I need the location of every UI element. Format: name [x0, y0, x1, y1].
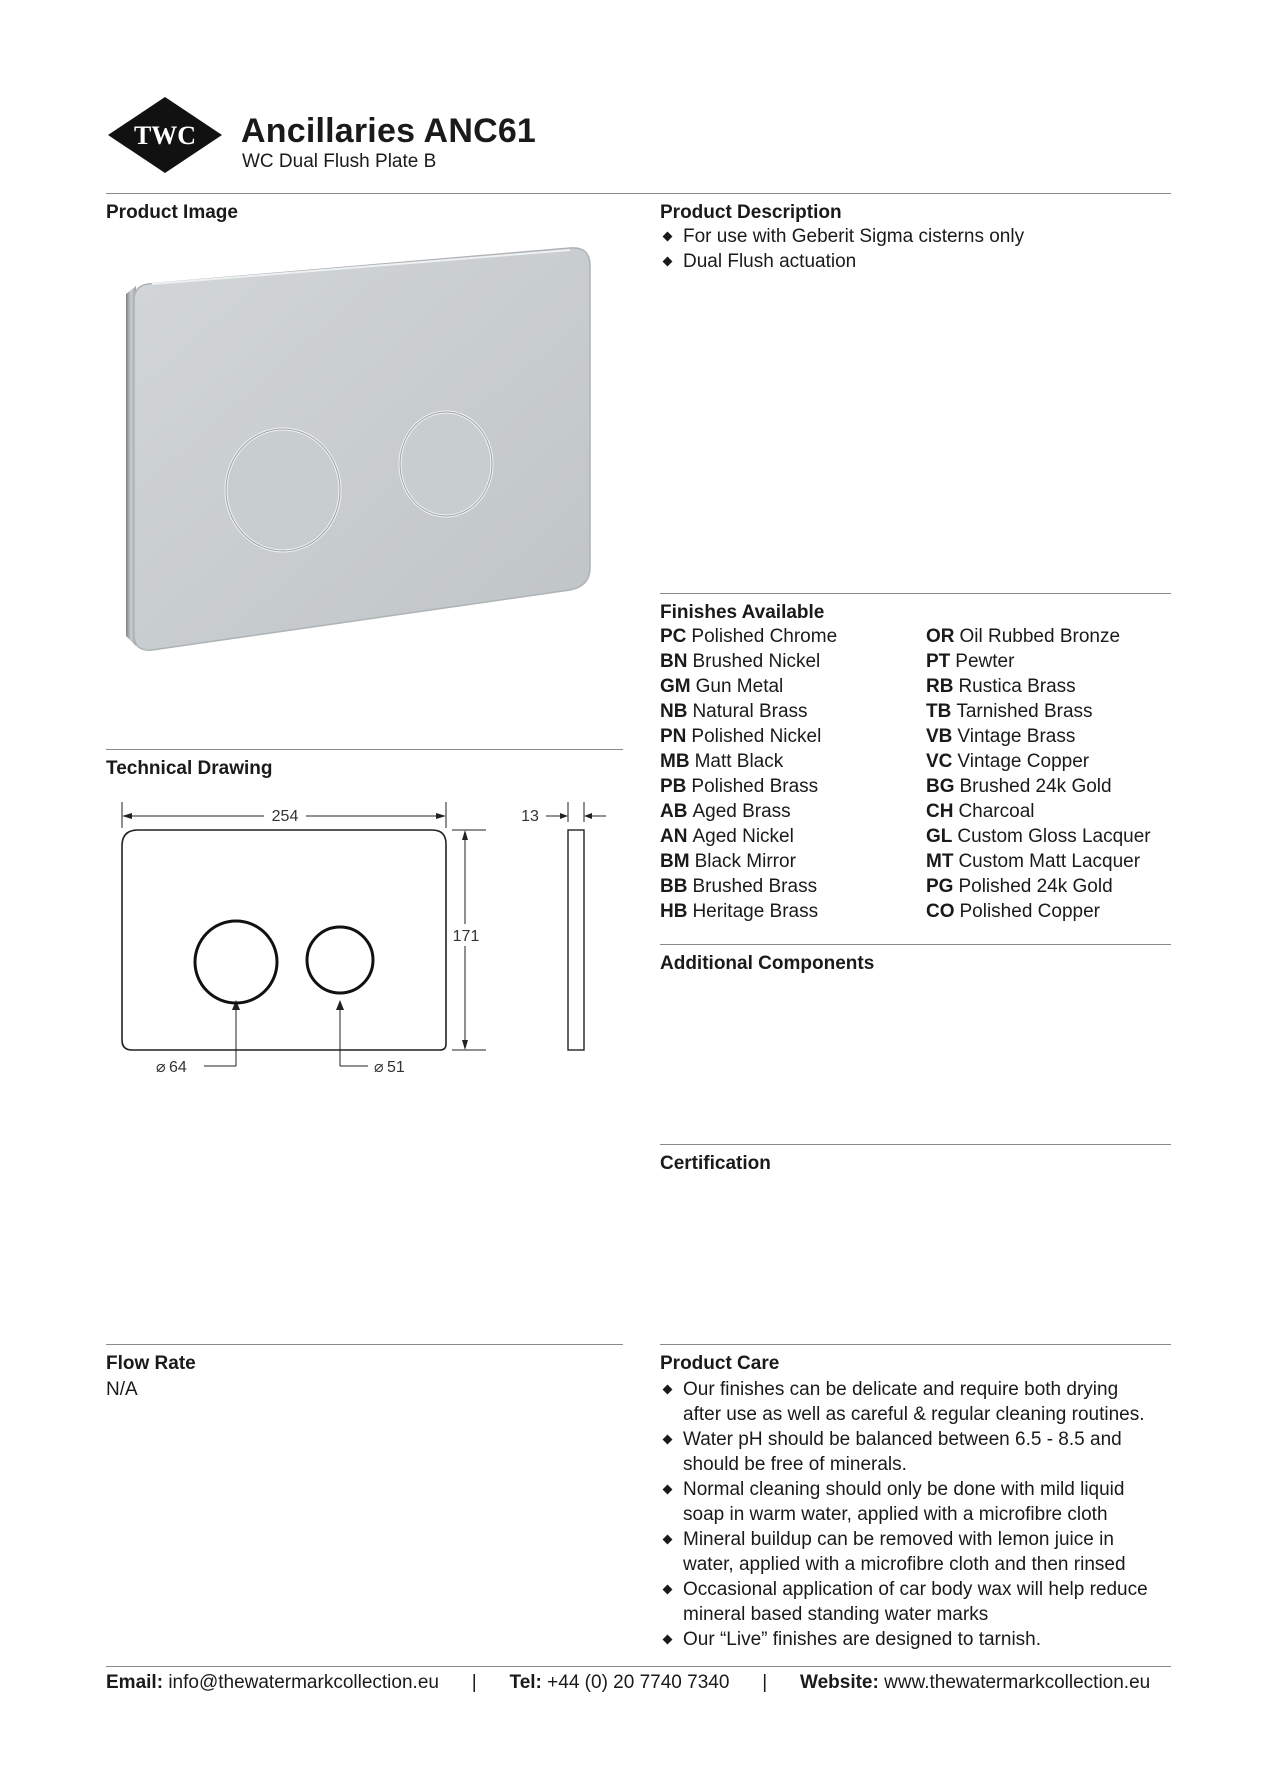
finish-item [926, 874, 1151, 899]
page-subtitle: WC Dual Flush Plate B [242, 151, 437, 172]
finish-name: Custom Gloss Lacquer [957, 826, 1151, 847]
list-item-line: Occasional application of car body wax will help reduce [683, 1579, 1148, 1600]
finishes-right-column [926, 624, 1151, 924]
dim-height-label: 171 [452, 928, 480, 945]
technical-drawing-divider [106, 1344, 623, 1345]
finish-item [660, 849, 837, 874]
finishes-heading: Finishes Available [660, 602, 825, 623]
additional-components-divider [660, 1144, 1171, 1145]
finish-item [660, 799, 837, 824]
list-item [660, 1577, 1175, 1627]
finish-name: Polished Nickel [691, 726, 822, 747]
tel-label: Tel: [509, 1672, 542, 1693]
finish-item [660, 749, 837, 774]
finish-code: PB [660, 776, 687, 797]
finish-code: MT [926, 851, 954, 872]
finish-code: PT [926, 651, 951, 672]
footer-separator: | [471, 1672, 477, 1693]
finish-code: CH [926, 801, 954, 822]
list-item: Dual Flush actuation [660, 249, 1170, 274]
finish-code: BG [926, 776, 955, 797]
logo-text: TWC [133, 121, 197, 150]
flow-rate-heading: Flow Rate [106, 1353, 196, 1374]
finish-name: Brushed Brass [692, 876, 818, 897]
list-item-line: after use as well as careful & regular cleaning routines. [683, 1404, 1145, 1425]
additional-components-heading: Additional Components [660, 953, 875, 974]
finish-item [660, 899, 837, 924]
list-item-line: Water pH should be balanced between 6.5 - 8.5 and [683, 1429, 1122, 1450]
certification-divider [660, 1344, 1171, 1345]
finish-name: Tarnished Brass [956, 701, 1093, 722]
list-item [660, 1627, 1175, 1652]
diameter-symbol-large: ⌀ [156, 1059, 166, 1076]
flow-rate-value: N/A [106, 1379, 138, 1400]
finish-name: Oil Rubbed Bronze [959, 626, 1121, 647]
list-item [660, 1377, 1175, 1427]
finish-code: PG [926, 876, 954, 897]
product-description-list [660, 224, 1170, 274]
finish-name: Natural Brass [692, 701, 808, 722]
list-item-line: soap in warm water, applied with a microfibre cloth [683, 1504, 1108, 1525]
finish-item [926, 824, 1151, 849]
finish-name: Custom Matt Lacquer [958, 851, 1141, 872]
description-divider [660, 593, 1171, 594]
finish-code: TB [926, 701, 952, 722]
product-image-divider [106, 749, 623, 750]
list-item-line: should be free of minerals. [683, 1454, 907, 1475]
finish-name: Polished 24k Gold [958, 876, 1113, 897]
finish-item [926, 849, 1151, 874]
list-item-line: Our finishes can be delicate and require both drying [683, 1379, 1119, 1400]
product-description-heading: Product Description [660, 202, 842, 223]
finish-item [660, 824, 837, 849]
dim-depth-label: 13 [521, 808, 539, 825]
certification-heading: Certification [660, 1153, 771, 1174]
email-label: Email: [106, 1672, 164, 1693]
finish-item [926, 774, 1151, 799]
twc-logo [106, 95, 224, 175]
finish-name: Matt Black [694, 751, 784, 772]
finish-code: OR [926, 626, 955, 647]
finish-name: Rustica Brass [958, 676, 1076, 697]
dim-diameter-large-label: 64 [169, 1059, 187, 1076]
list-item [660, 1477, 1175, 1527]
footer-separator: | [762, 1672, 768, 1693]
finish-item [660, 674, 837, 699]
finish-item [926, 749, 1151, 774]
technical-drawing-heading: Technical Drawing [106, 758, 273, 779]
product-image-heading: Product Image [106, 202, 238, 223]
finish-item [660, 649, 837, 674]
tel-link[interactable]: +44 (0) 20 7740 7340 [547, 1672, 730, 1693]
finishes-divider [660, 944, 1171, 945]
finish-item [926, 899, 1151, 924]
finish-item [926, 624, 1151, 649]
finish-name: Polished Brass [691, 776, 819, 797]
finish-name: Vintage Brass [957, 726, 1076, 747]
list-item-line: Normal cleaning should only be done with mild liquid [683, 1479, 1125, 1500]
finish-name: Aged Nickel [692, 826, 794, 847]
finish-name: Charcoal [958, 801, 1035, 822]
finish-code: VB [926, 726, 953, 747]
finish-name: Vintage Copper [957, 751, 1090, 772]
finish-code: PC [660, 626, 687, 647]
finish-item [660, 624, 837, 649]
website-label: Website: [799, 1672, 879, 1693]
finish-code: GM [660, 676, 691, 697]
product-care-list [660, 1377, 1175, 1652]
finish-code: PN [660, 726, 687, 747]
page-title: Ancillaries ANC61 [241, 112, 537, 150]
list-item-line: water, applied with a microfibre cloth and then rinsed [683, 1554, 1126, 1575]
finish-item [660, 774, 837, 799]
product-care-heading: Product Care [660, 1353, 780, 1374]
finish-code: RB [926, 676, 954, 697]
website-link[interactable]: www.thewatermarkcollection.eu [884, 1672, 1151, 1693]
product-image [118, 238, 608, 658]
finish-name: Pewter [955, 651, 1015, 672]
finish-item [926, 724, 1151, 749]
dim-width-label: 254 [271, 808, 299, 825]
footer-divider [106, 1666, 1171, 1667]
finish-code: MB [660, 751, 690, 772]
finish-item [660, 724, 837, 749]
email-link[interactable]: info@thewatermarkcollection.eu [168, 1672, 439, 1693]
finish-name: Polished Chrome [691, 626, 838, 647]
finish-code: VC [926, 751, 953, 772]
list-item [660, 1427, 1175, 1477]
finish-item [926, 799, 1151, 824]
finish-code: GL [926, 826, 953, 847]
finish-code: BM [660, 851, 690, 872]
finish-code: NB [660, 701, 688, 722]
dim-diameter-small-label: 51 [387, 1059, 405, 1076]
finish-code: BN [660, 651, 688, 672]
finish-code: AB [660, 801, 688, 822]
finish-code: AN [660, 826, 688, 847]
finish-name: Aged Brass [692, 801, 791, 822]
finish-name: Brushed 24k Gold [959, 776, 1112, 797]
finish-item [660, 699, 837, 724]
diameter-symbol-small: ⌀ [374, 1059, 384, 1076]
finish-name: Gun Metal [695, 676, 784, 697]
list-item [660, 1527, 1175, 1577]
list-item-line: Mineral buildup can be removed with lemon juice in [683, 1529, 1114, 1550]
finish-item [926, 699, 1151, 724]
footer [106, 1672, 1171, 1694]
technical-drawing [106, 786, 626, 1086]
finish-code: BB [660, 876, 688, 897]
finish-name: Heritage Brass [692, 901, 819, 922]
list-item-line: mineral based standing water marks [683, 1604, 989, 1625]
finish-item [926, 649, 1151, 674]
finish-code: HB [660, 901, 688, 922]
finishes-left-column [660, 624, 837, 924]
finish-code: CO [926, 901, 955, 922]
list-item-line: Our “Live” finishes are designed to tarnish. [683, 1629, 1042, 1650]
header-divider [106, 193, 1171, 194]
list-item: For use with Geberit Sigma cisterns only [660, 224, 1170, 249]
finish-name: Polished Copper [959, 901, 1100, 922]
finish-name: Black Mirror [694, 851, 796, 872]
finish-item [660, 874, 837, 899]
finish-name: Brushed Nickel [692, 651, 821, 672]
finish-item [926, 674, 1151, 699]
